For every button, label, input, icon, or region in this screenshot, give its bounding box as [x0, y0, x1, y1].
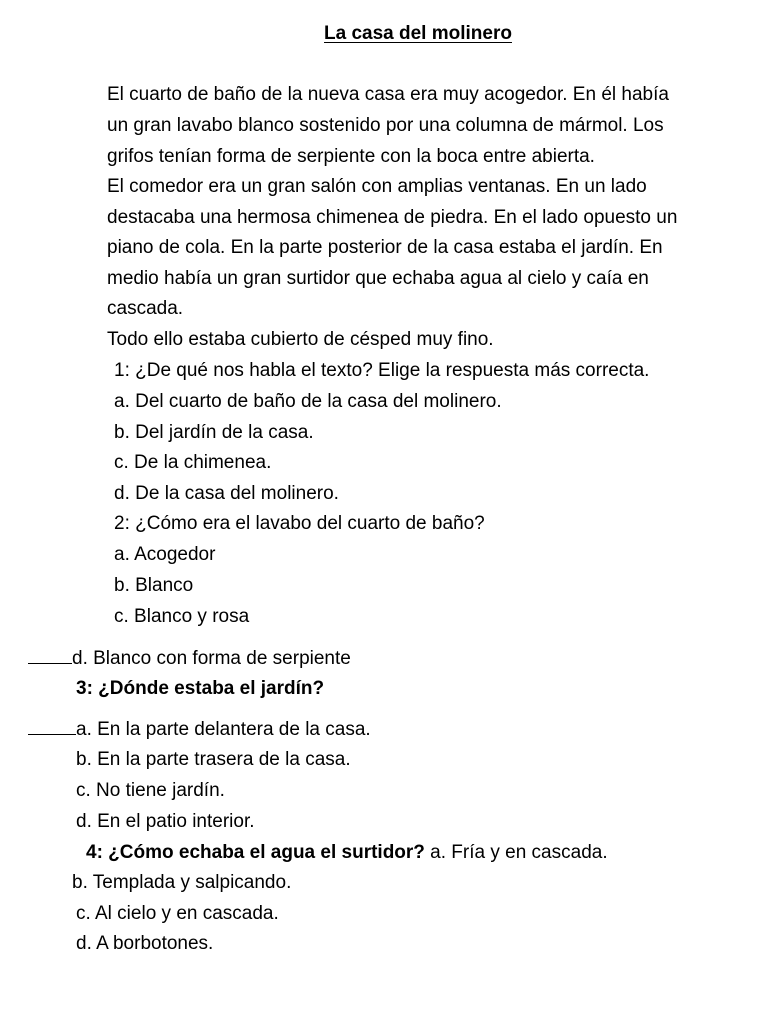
q4-option-c: c. Al cielo y en cascada.: [76, 903, 279, 924]
q2-option-d: d. Blanco con forma de serpiente: [72, 648, 351, 669]
question-2: 2: ¿Cómo era el lavabo del cuarto de baño?: [114, 513, 485, 534]
paragraph-line: grifos tenían forma de serpiente con la boca entre abierta.: [107, 146, 595, 167]
paragraph-line: un gran lavabo blanco sostenido por una columna de mármol. Los: [107, 115, 664, 136]
paragraph-line: El cuarto de baño de la nueva casa era muy acogedor. En él había: [107, 84, 669, 105]
question-4: 4: ¿Cómo echaba el agua el surtidor?: [86, 842, 425, 863]
q1-option-b: b. Del jardín de la casa.: [114, 422, 314, 443]
q1-option-d: d. De la casa del molinero.: [114, 483, 339, 504]
q1-option-a: a. Del cuarto de baño de la casa del molinero.: [114, 391, 502, 412]
q4-option-b: b. Templada y salpicando.: [72, 872, 292, 893]
q4-option-a: a. Fría y en cascada.: [424, 842, 608, 863]
q2-option-b: b. Blanco: [114, 575, 194, 596]
q2-option-a: a. Acogedor: [114, 544, 216, 565]
q2-option-c: c. Blanco y rosa: [114, 606, 250, 627]
answer-blank[interactable]: [28, 646, 72, 664]
paragraph-line: destacaba una hermosa chimenea de piedra. En el lado opuesto un: [107, 207, 678, 228]
document-title: La casa del molinero: [324, 23, 512, 44]
paragraph-line: El comedor era un gran salón con amplias ventanas. En un lado: [107, 176, 647, 197]
q3-option-a-row: [28, 717, 371, 742]
q3-option-c: c. No tiene jardín.: [76, 780, 225, 801]
q1-option-c: c. De la chimenea.: [114, 452, 272, 473]
question-1: 1: ¿De qué nos habla el texto? Elige la respuesta más correcta.: [114, 360, 650, 381]
paragraph-line: piano de cola. En la parte posterior de la casa estaba el jardín. En: [107, 237, 663, 258]
q3-option-b: b. En la parte trasera de la casa.: [76, 749, 351, 770]
q3-option-d: d. En el patio interior.: [76, 811, 255, 832]
paragraph-line: medio había un gran surtidor que echaba agua al cielo y caía en: [107, 268, 649, 289]
paragraph-line: Todo ello estaba cubierto de césped muy fino.: [107, 329, 494, 350]
paragraph-line: cascada.: [107, 298, 184, 319]
question-4-row: [86, 841, 608, 865]
q4-option-d: d. A borbotones.: [76, 933, 214, 954]
q2-option-d-row: [28, 646, 351, 671]
question-3: 3: ¿Dónde estaba el jardín?: [76, 678, 325, 699]
answer-blank[interactable]: [28, 717, 76, 735]
q3-option-a: a. En la parte delantera de la casa.: [76, 719, 371, 740]
